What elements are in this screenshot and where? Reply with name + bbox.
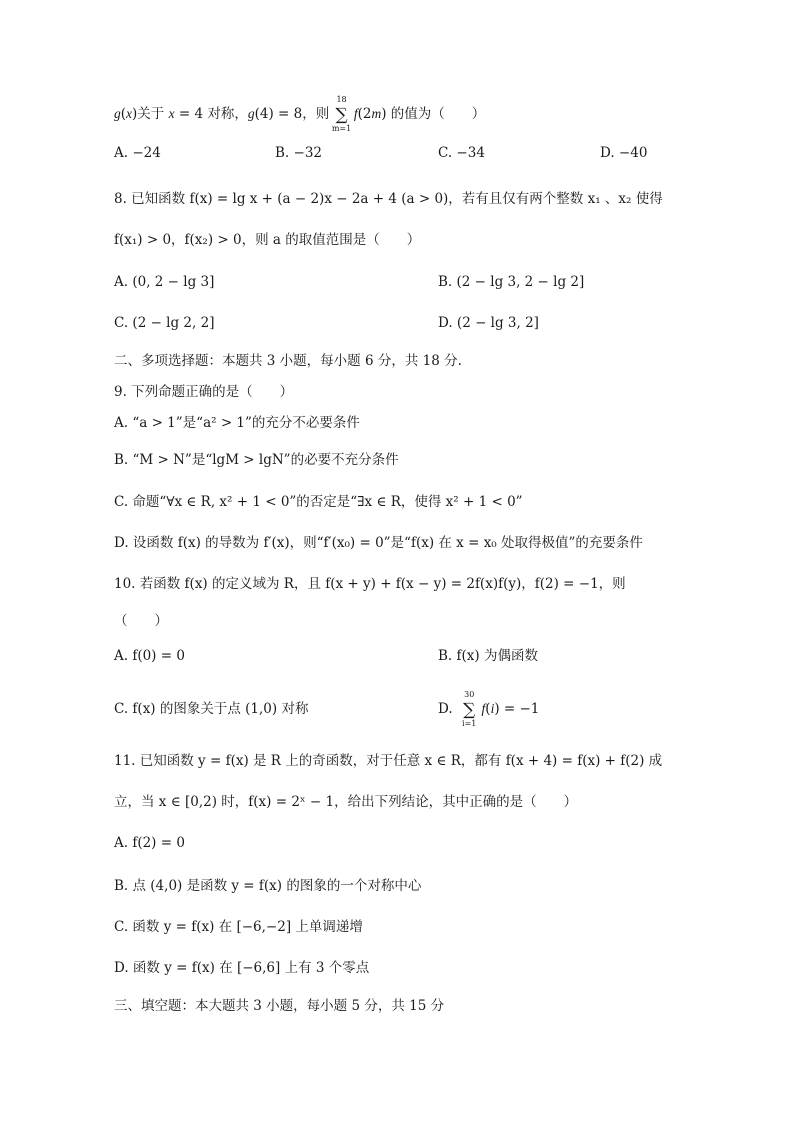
q10-option-b: B. f(x) 为偶函数 <box>438 648 538 664</box>
section-3-heading: 三、填空题：本大题共 3 小题，每小题 5 分，共 15 分 <box>114 998 445 1014</box>
q9-option-c: C. 命题“∀x ∈ R, x² + 1 < 0”的否定是“∃x ∈ R，使得 x² + 1 < 0” <box>114 494 523 510</box>
q8-option-b: B. (2 − lg 3, 2 − lg 2] <box>438 274 585 290</box>
q11-stem-line1: 11. 已知函数 y = f(x) 是 R 上的奇函数，对于任意 x ∈ R，都有 f(x + 4) = f(x) + f(2) 成 <box>114 753 663 769</box>
q10-stem-line1: 10. 若函数 f(x) 的定义域为 R，且 f(x + y) + f(x − y) = 2f(x)f(y)，f(2) = −1，则 <box>114 576 626 592</box>
q7-option-a: A. −24 <box>114 145 161 161</box>
q10-option-a: A. f(0) = 0 <box>114 648 185 664</box>
q7-stem: g(x)关于 x = 4 对称，g(4) = 8，则 ∑ 18 m=1 f(2m) 的值为（ ） <box>114 94 486 133</box>
section-2-heading: 二、多项选择题：本题共 3 小题，每小题 6 分，共 18 分. <box>114 353 462 369</box>
q7-option-b: B. −32 <box>275 145 322 161</box>
q7-sum-symbol: ∑ 18 m=1 <box>331 94 352 133</box>
q10-option-d: D. ∑ 30 i=1 f(i) = −1 <box>438 689 540 728</box>
q8-option-c: C. (2 − lg 2, 2] <box>114 315 215 331</box>
q9-option-d: D. 设函数 f(x) 的导数为 f′(x)，则“f′(x₀) = 0”是“f(x) 在 x = x₀ 处取得极值”的充要条件 <box>114 535 643 551</box>
q7-sum-upper: 18 <box>336 94 347 104</box>
q10-sum-symbol: ∑ 30 i=1 <box>461 702 477 718</box>
q9-option-b: B. “M > N”是“lgM > lgN”的必要不充分条件 <box>114 452 399 468</box>
q10-sum-upper: 30 <box>464 689 475 699</box>
q10-option-c: C. f(x) 的图象关于点 (1,0) 对称 <box>114 701 309 717</box>
q8-stem-line1: 8. 已知函数 f(x) = lg x + (a − 2)x − 2a + 4 (a > 0)，若有且仅有两个整数 x₁ 、x₂ 使得 <box>114 191 663 207</box>
q9-stem: 9. 下列命题正确的是（ ） <box>114 384 294 400</box>
q11-option-b: B. 点 (4,0) 是函数 y = f(x) 的图象的一个对称中心 <box>114 878 422 894</box>
q10-sum-lower: i=1 <box>462 718 477 728</box>
q7-option-d: D. −40 <box>600 145 648 161</box>
q11-option-d: D. 函数 y = f(x) 在 [−6,6] 上有 3 个零点 <box>114 960 370 976</box>
q10-stem-line2: （ ） <box>114 613 168 629</box>
q8-option-d: D. (2 − lg 3, 2] <box>438 315 539 331</box>
q9-option-a: A. “a > 1”是“a² > 1”的充分不必要条件 <box>114 415 360 431</box>
q8-stem-line2: f(x₁) > 0，f(x₂) > 0，则 a 的取值范围是（ ） <box>114 232 421 248</box>
q7-option-c: C. −34 <box>438 145 485 161</box>
q8-option-a: A. (0, 2 − lg 3] <box>114 274 215 290</box>
q11-option-c: C. 函数 y = f(x) 在 [−6,−2] 上单调递增 <box>114 919 363 935</box>
q11-stem-line2: 立，当 x ∈ [0,2) 时，f(x) = 2ˣ − 1，给出下列结论，其中正确的是（ ） <box>114 794 578 810</box>
q11-option-a: A. f(2) = 0 <box>114 835 185 851</box>
q7-sum-lower: m=1 <box>331 123 352 133</box>
